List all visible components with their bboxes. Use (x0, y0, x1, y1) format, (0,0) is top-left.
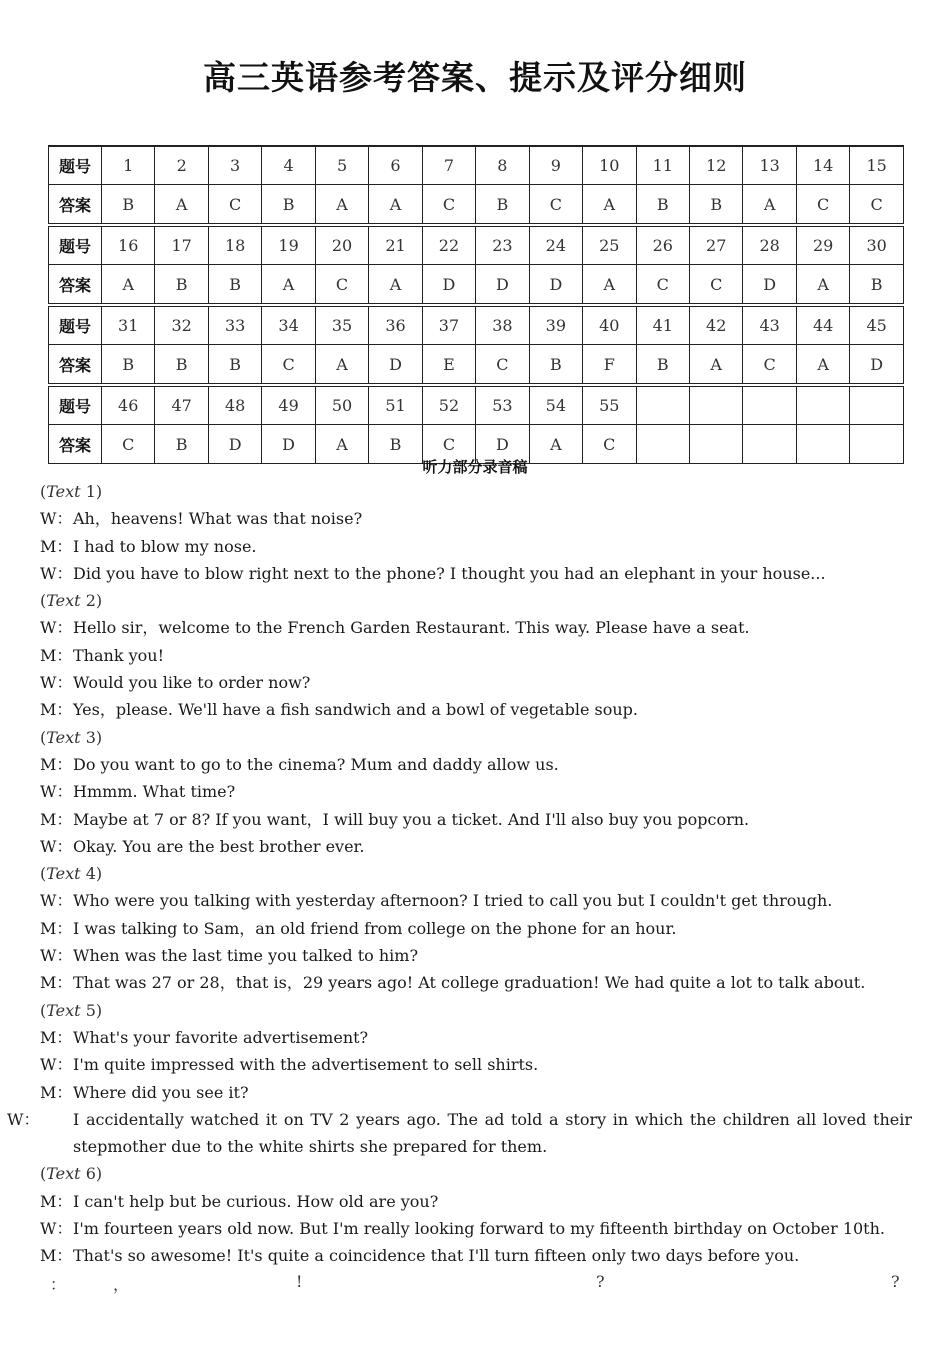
answer-cell: B (636, 185, 689, 226)
dialogue-line (40, 833, 912, 860)
answer-cell: A (315, 345, 368, 386)
question-number-cell: 43 (743, 305, 796, 345)
speaker-label: W： (7, 1109, 40, 1129)
answer-cell: A (102, 265, 155, 306)
dialogue-line (40, 806, 912, 833)
question-number-cell: 46 (102, 385, 155, 425)
answer-cell: B (155, 425, 208, 464)
answer-cell: C (850, 185, 904, 226)
text-label-number: 2 (85, 591, 96, 611)
row-header-answer: 答案 (49, 345, 102, 386)
question-number-cell (743, 385, 796, 425)
speaker-label: M： (40, 1027, 73, 1047)
speaker-label: W： (40, 836, 73, 856)
dialogue-line (40, 751, 912, 778)
dialogue-text: I'm quite impressed with the advertisement to sell shirts. (73, 1055, 539, 1075)
question-number-cell: 13 (743, 146, 796, 185)
question-number-cell: 33 (208, 305, 261, 345)
answer-cell: D (262, 425, 315, 464)
dialogue-text: I was talking to Sam，an old friend from college on the phone for an hour. (73, 918, 677, 938)
dialogue-line (40, 642, 912, 669)
answer-cell: B (850, 265, 904, 306)
question-number-cell (796, 385, 849, 425)
answer-cell: C (636, 265, 689, 306)
dialogue-line (40, 1024, 912, 1051)
dialogue-text: I can't help but be curious. How old are you? (73, 1191, 439, 1211)
answer-cell: B (529, 345, 582, 386)
dialogue-text: Where did you see it? (73, 1082, 249, 1102)
question-number-cell: 45 (850, 305, 904, 345)
question-number-cell: 53 (476, 385, 529, 425)
answer-cell: C (422, 185, 475, 226)
text-label-word: Text (46, 1164, 81, 1184)
question-number-row (49, 146, 904, 185)
answer-row (49, 345, 904, 386)
question-number-cell: 20 (315, 225, 368, 265)
answer-row (49, 185, 904, 226)
dialogue-text: I accidentally watched it on TV 2 years ago. The ad told a story in which the children all loved their stepmother due to the white shirts she prepared for them. (73, 1109, 912, 1157)
answer-cell: A (743, 185, 796, 226)
text-section-label: (Text 2) (40, 591, 103, 611)
dialogue-line (40, 669, 912, 696)
question-number-cell (850, 385, 904, 425)
dialogue-text: I'm fourteen years old now. But I'm really looking forward to my fifteenth birthday on October 10th. (73, 1219, 885, 1239)
question-number-cell: 54 (529, 385, 582, 425)
question-number-cell: 14 (796, 146, 849, 185)
question-number-cell: 10 (583, 146, 636, 185)
speaker-label: M： (40, 536, 73, 556)
question-number-cell: 44 (796, 305, 849, 345)
dialogue-text: Ah，heavens! What was that noise? (73, 509, 363, 529)
answer-cell: A (315, 185, 368, 226)
speaker-label: M： (40, 1082, 73, 1102)
question-number-row (49, 225, 904, 265)
answer-cell: C (743, 345, 796, 386)
dialogue-text: Did you have to blow right next to the phone? I thought you had an elephant in your house... (73, 563, 826, 583)
answer-table (48, 145, 904, 464)
dialogue-text: What's your favorite advertisement? (73, 1027, 369, 1047)
transcript-body (7, 478, 912, 1270)
text-label-word: Text (46, 727, 81, 747)
text-label-number: 6 (85, 1164, 96, 1184)
question-number-cell: 28 (743, 225, 796, 265)
question-number-cell: 34 (262, 305, 315, 345)
dialogue-text: Who were you talking with yesterday afternoon? I tried to call you but I couldn't get through. (73, 891, 833, 911)
dialogue-line (40, 887, 912, 914)
answer-cell: B (102, 345, 155, 386)
question-number-cell: 47 (155, 385, 208, 425)
speaker-label: W： (40, 1219, 73, 1239)
text-section-label: (Text 5) (40, 1000, 103, 1020)
dialogue-line (40, 915, 912, 942)
text-label-word: Text (46, 482, 81, 501)
answer-cell: E (422, 345, 475, 386)
question-number-cell: 1 (102, 146, 155, 185)
question-number-cell: 50 (315, 385, 368, 425)
question-number-cell: 30 (850, 225, 904, 265)
question-number-cell: 26 (636, 225, 689, 265)
answer-cell: D (422, 265, 475, 306)
answer-cell: B (369, 425, 422, 464)
cut-off-glyph: ? (596, 1272, 605, 1291)
text-label-number: 1 (85, 482, 96, 501)
text-section-label: (Text 6) (40, 1164, 103, 1184)
answer-cell: C (796, 185, 849, 226)
question-number-cell: 21 (369, 225, 422, 265)
text-label-word: Text (46, 1000, 81, 1020)
dialogue-text: That's so awesome! It's quite a coincidence that I'll turn fifteen only two days before you. (73, 1246, 800, 1266)
answer-cell: B (476, 185, 529, 226)
text-label-number: 4 (85, 864, 96, 884)
row-header-answer: 答案 (49, 425, 102, 464)
question-number-row (49, 385, 904, 425)
text-section-label: (Text 3) (40, 727, 103, 747)
speaker-label: W： (40, 891, 73, 911)
cut-off-glyph: ， (113, 1275, 130, 1294)
dialogue-text: Okay. You are the best brother ever. (73, 836, 365, 856)
answer-table-wrapper (48, 145, 904, 464)
dialogue-text: Hello sir，welcome to the French Garden Restaurant. This way. Please have a seat. (73, 618, 750, 638)
answer-cell: B (155, 345, 208, 386)
answer-cell: C (315, 265, 368, 306)
answer-cell: A (583, 265, 636, 306)
answer-cell: A (262, 265, 315, 306)
question-number-cell: 23 (476, 225, 529, 265)
answer-row (49, 265, 904, 306)
question-number-cell: 15 (850, 146, 904, 185)
question-number-cell: 18 (208, 225, 261, 265)
row-header-question: 题号 (49, 305, 102, 345)
question-number-cell: 3 (208, 146, 261, 185)
text-label-word: Text (46, 591, 81, 611)
dialogue-line (40, 533, 912, 560)
question-number-cell: 8 (476, 146, 529, 185)
dialogue-text: Maybe at 7 or 8? If you want，I will buy you a ticket. And I'll also buy you popcorn. (73, 809, 750, 829)
dialogue-line (7, 1106, 912, 1161)
dialogue-text: Would you like to order now? (73, 673, 311, 693)
text-section-label: (Text 4) (40, 864, 103, 884)
question-number-cell: 41 (636, 305, 689, 345)
question-number-cell (689, 385, 742, 425)
dialogue-line (40, 969, 912, 996)
transcript-heading: 听力部分录音稿 (422, 458, 528, 476)
answer-cell: C (422, 425, 475, 464)
answer-cell: A (796, 265, 849, 306)
dialogue-line (40, 614, 912, 641)
answer-cell: B (102, 185, 155, 226)
dialogue-text: I had to blow my nose. (73, 536, 257, 556)
speaker-label: W： (40, 946, 73, 966)
answer-cell: C (102, 425, 155, 464)
question-number-cell: 17 (155, 225, 208, 265)
answer-cell: B (155, 265, 208, 306)
question-number-row (49, 305, 904, 345)
row-header-question: 题号 (49, 146, 102, 185)
speaker-label: M： (40, 754, 73, 774)
answer-cell: D (476, 265, 529, 306)
question-number-cell: 24 (529, 225, 582, 265)
answer-cell: C (262, 345, 315, 386)
question-number-cell: 25 (583, 225, 636, 265)
page-title: 高三英语参考答案、提示及评分细则 (203, 58, 747, 97)
dialogue-text: Yes，please. We'll have a fish sandwich and a bowl of vegetable soup. (73, 700, 638, 720)
dialogue-text: When was the last time you talked to him? (73, 946, 419, 966)
answer-cell: A (689, 345, 742, 386)
question-number-cell: 9 (529, 146, 582, 185)
answer-cell: D (208, 425, 261, 464)
dialogue-text: Thank you! (73, 645, 165, 665)
question-number-cell: 27 (689, 225, 742, 265)
question-number-cell: 16 (102, 225, 155, 265)
answer-cell: B (689, 185, 742, 226)
speaker-label: M： (40, 918, 73, 938)
question-number-cell: 36 (369, 305, 422, 345)
speaker-label: M： (40, 1246, 73, 1266)
question-number-cell: 40 (583, 305, 636, 345)
dialogue-text: Hmmm. What time? (73, 782, 236, 802)
question-number-cell: 22 (422, 225, 475, 265)
dialogue-line (40, 942, 912, 969)
question-number-cell: 48 (208, 385, 261, 425)
question-number-cell: 4 (262, 146, 315, 185)
question-number-cell: 29 (796, 225, 849, 265)
answer-cell: C (208, 185, 261, 226)
dialogue-line (40, 1051, 912, 1078)
row-header-question: 题号 (49, 225, 102, 265)
answer-cell: A (796, 345, 849, 386)
question-number-cell: 52 (422, 385, 475, 425)
question-number-cell: 5 (315, 146, 368, 185)
text-label-number: 5 (85, 1000, 96, 1020)
dialogue-text: That was 27 or 28，that is，29 years ago! At college graduation! We had quite a lot to talk about. (73, 973, 866, 993)
answer-cell: D (743, 265, 796, 306)
dialogue-line (40, 778, 912, 805)
answer-cell: C (689, 265, 742, 306)
question-number-cell: 2 (155, 146, 208, 185)
question-number-cell: 55 (583, 385, 636, 425)
answer-cell: D (369, 345, 422, 386)
answer-cell: D (850, 345, 904, 386)
speaker-label: W： (40, 563, 73, 583)
question-number-cell: 42 (689, 305, 742, 345)
answer-cell: D (476, 425, 529, 464)
speaker-label: M： (40, 645, 73, 665)
cut-off-glyph: ? (891, 1272, 900, 1291)
speaker-label: M： (40, 973, 73, 993)
answer-cell: A (155, 185, 208, 226)
answer-cell: B (262, 185, 315, 226)
speaker-label: W： (40, 782, 73, 802)
question-number-cell: 12 (689, 146, 742, 185)
question-number-cell: 37 (422, 305, 475, 345)
question-number-cell: 7 (422, 146, 475, 185)
question-number-cell: 19 (262, 225, 315, 265)
dialogue-line (40, 505, 912, 532)
speaker-label: M： (40, 1191, 73, 1211)
speaker-label: M： (40, 809, 73, 829)
row-header-question: 题号 (49, 385, 102, 425)
speaker-label: W： (40, 618, 73, 638)
answer-cell: A (315, 425, 368, 464)
question-number-cell (636, 385, 689, 425)
cut-off-glyph: ! (296, 1272, 303, 1291)
text-label-number: 3 (85, 727, 96, 747)
answer-cell: F (583, 345, 636, 386)
dialogue-line (40, 696, 912, 723)
answer-cell: A (369, 185, 422, 226)
answer-cell: C (583, 425, 636, 464)
dialogue-line (40, 1188, 912, 1215)
dialogue-line (40, 1242, 912, 1269)
answer-cell: B (636, 345, 689, 386)
speaker-label: W： (40, 673, 73, 693)
question-number-cell: 39 (529, 305, 582, 345)
answer-cell: C (476, 345, 529, 386)
text-label-word: Text (46, 864, 81, 884)
speaker-label: W： (40, 1055, 73, 1075)
answer-cell: B (208, 265, 261, 306)
dialogue-line (40, 560, 912, 587)
text-section-label: (Text 1) (40, 482, 103, 501)
question-number-cell: 32 (155, 305, 208, 345)
question-number-cell: 6 (369, 146, 422, 185)
answer-cell: A (583, 185, 636, 226)
speaker-label: W： (40, 509, 73, 529)
answer-cell: A (369, 265, 422, 306)
row-header-answer: 答案 (49, 265, 102, 306)
dialogue-line (40, 1079, 912, 1106)
answer-cell: D (529, 265, 582, 306)
question-number-cell: 31 (102, 305, 155, 345)
question-number-cell: 11 (636, 146, 689, 185)
question-number-cell: 38 (476, 305, 529, 345)
row-header-answer: 答案 (49, 185, 102, 226)
question-number-cell: 49 (262, 385, 315, 425)
answer-cell: A (529, 425, 582, 464)
answer-cell: C (529, 185, 582, 226)
question-number-cell: 35 (315, 305, 368, 345)
dialogue-line (40, 1215, 912, 1242)
speaker-label: M： (40, 700, 73, 720)
cut-off-glyph: ： (50, 1275, 67, 1294)
question-number-cell: 51 (369, 385, 422, 425)
dialogue-text: Do you want to go to the cinema? Mum and daddy allow us. (73, 754, 559, 774)
answer-cell: B (208, 345, 261, 386)
